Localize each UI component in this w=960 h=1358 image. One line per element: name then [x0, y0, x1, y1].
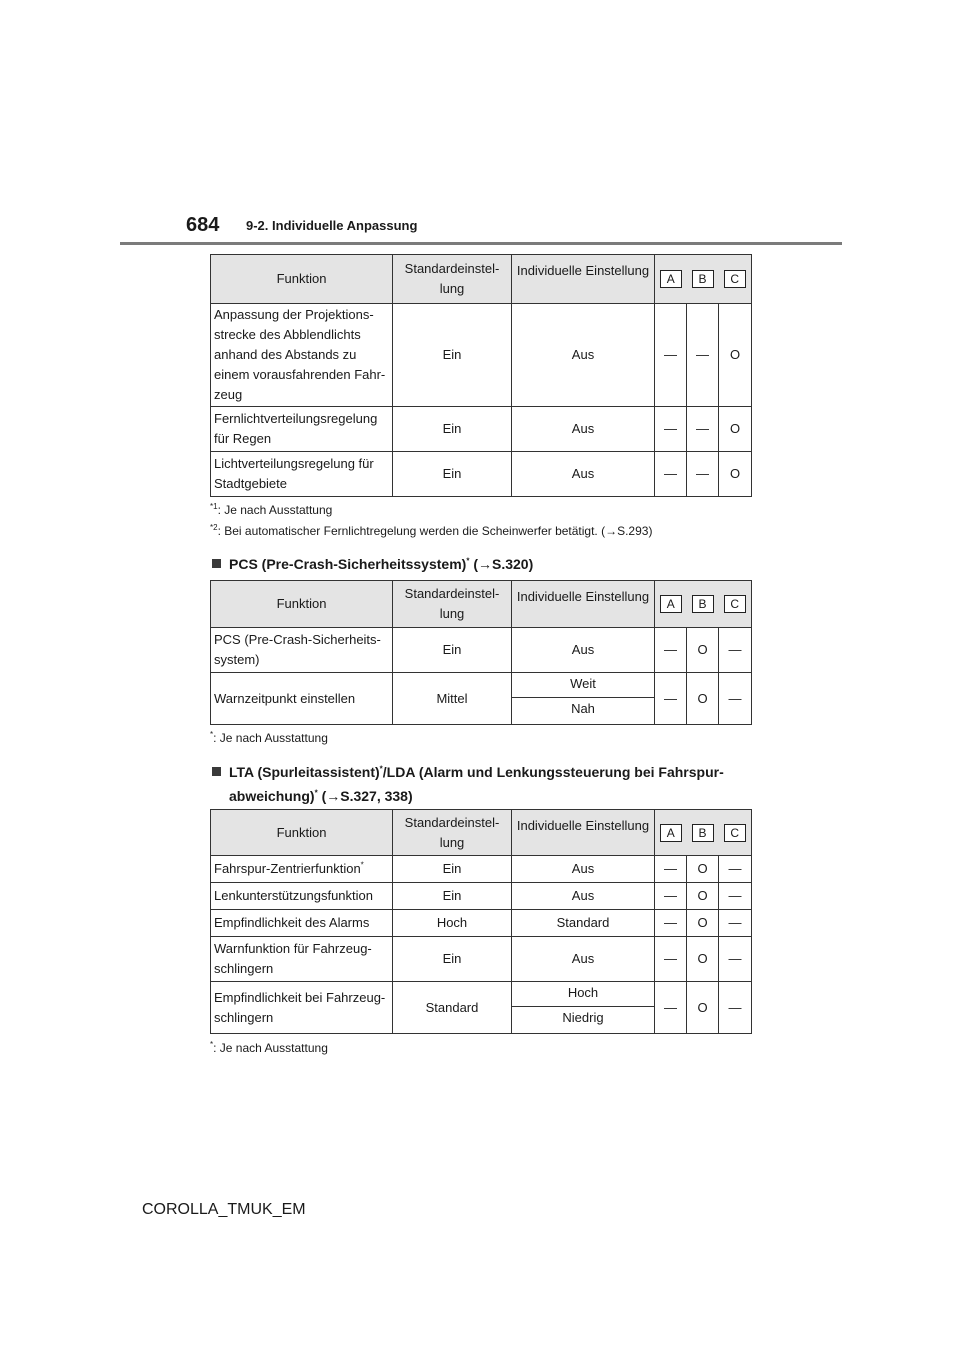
- mark-c: —: [719, 910, 752, 937]
- document-code: COROLLA_TMUK_EM: [142, 1201, 306, 1218]
- letter-b-box: B: [692, 824, 714, 842]
- letter-a-box: A: [660, 595, 682, 613]
- default-cell: Ein: [393, 407, 512, 452]
- mark-c: —: [719, 982, 752, 1034]
- col-header-c: [719, 810, 752, 856]
- mark-b: O: [687, 673, 719, 725]
- mark-a: —: [655, 407, 687, 452]
- col-header-funktion: Funktion: [211, 810, 393, 856]
- letter-c-box: C: [724, 595, 746, 613]
- function-cell: Empfindlichkeit des Alarms: [211, 910, 393, 937]
- footnote-2: $^{*2}$: Bei automatischer Fernlichtregelung werden die Scheinwerfer betätigt. (→S.293): [210, 523, 653, 538]
- col-header-default: Standardeinstel- lung: [393, 581, 512, 628]
- mark-c: —: [719, 883, 752, 910]
- mark-c: —: [719, 673, 752, 725]
- settings-table-lighting: [210, 254, 752, 497]
- mark-a: —: [655, 937, 687, 982]
- bullet-square-icon: [212, 767, 221, 776]
- default-cell: Ein: [393, 883, 512, 910]
- page-number: 684: [186, 214, 220, 236]
- letter-a-box: A: [660, 824, 682, 842]
- col-header-individual: Individuelle Einstellung: [512, 810, 655, 856]
- mark-a: —: [655, 856, 687, 883]
- letter-c-box: C: [724, 824, 746, 842]
- letter-b-box: B: [692, 595, 714, 613]
- default-cell: Ein: [393, 856, 512, 883]
- letter-b-box: B: [692, 270, 714, 288]
- footnote-1: $^{*1}$: Je nach Ausstattung: [210, 502, 333, 517]
- function-cell: PCS (Pre-Crash-Sicherheits- system): [211, 628, 393, 673]
- function-cell: Fernlichtverteilungsregelung für Regen: [211, 407, 393, 452]
- default-cell: Ein: [393, 937, 512, 982]
- table-row: [211, 856, 752, 883]
- col-header-a: [655, 255, 687, 304]
- letter-a-box: A: [660, 270, 682, 288]
- col-header-individual: Individuelle Einstellung: [512, 255, 655, 304]
- custom-option: Hoch: [567, 985, 599, 1000]
- mark-b: O: [687, 628, 719, 673]
- function-cell: Lenkunterstützungsfunktion: [211, 883, 393, 910]
- custom-cell: Standard: [512, 910, 655, 937]
- table-row: [211, 304, 752, 407]
- col-header-funktion: Funktion: [211, 255, 393, 304]
- custom-cell: Aus: [512, 452, 655, 497]
- mark-a: —: [655, 910, 687, 937]
- col-header-a: [655, 810, 687, 856]
- settings-table-pcs: [210, 580, 752, 725]
- mark-a: —: [655, 982, 687, 1034]
- custom-cell: Aus: [512, 628, 655, 673]
- col-header-a: [655, 581, 687, 628]
- custom-option: Weit: [570, 676, 596, 691]
- custom-option: Niedrig: [512, 1006, 654, 1033]
- col-header-b: [687, 810, 719, 856]
- default-cell: Ein: [393, 452, 512, 497]
- mark-a: —: [655, 452, 687, 497]
- custom-option: Nah: [512, 697, 654, 724]
- table-row: [211, 628, 752, 673]
- mark-c: O: [719, 407, 752, 452]
- table-row: [211, 883, 752, 910]
- mark-a: —: [655, 883, 687, 910]
- section-heading-pcs: PCS (Pre-Crash-Sicherheitssystem)* (→S.320): [212, 552, 533, 576]
- col-header-funktion: Funktion: [211, 581, 393, 628]
- table-row: [211, 452, 752, 497]
- mark-b: O: [687, 910, 719, 937]
- custom-cell: Aus: [512, 937, 655, 982]
- footnote-pcs: *: Je nach Ausstattung: [210, 730, 328, 745]
- mark-a: —: [655, 628, 687, 673]
- function-cell: Anpassung der Projektions- strecke des Abblendlichts anhand des Abstands zu einem vorausfahrenden Fahr- zeug: [211, 304, 393, 407]
- custom-cell: Aus: [512, 304, 655, 407]
- col-header-b: [687, 255, 719, 304]
- table-row: [211, 937, 752, 982]
- table-row: [211, 407, 752, 452]
- col-header-c: [719, 581, 752, 628]
- mark-c: O: [719, 452, 752, 497]
- section-title: 9-2. Individuelle Anpassung: [246, 218, 418, 233]
- col-header-c: [719, 255, 752, 304]
- function-cell: Warnzeitpunkt einstellen: [211, 673, 393, 725]
- col-header-individual: Individuelle Einstellung: [512, 581, 655, 628]
- default-cell: Standard: [393, 982, 512, 1034]
- table-row: [211, 910, 752, 937]
- letter-c-box: C: [724, 270, 746, 288]
- function-cell: Lichtverteilungsregelung für Stadtgebiete: [211, 452, 393, 497]
- col-header-default: Standardeinstel- lung: [393, 810, 512, 856]
- col-header-default: Standardeinstel- lung: [393, 255, 512, 304]
- mark-b: O: [687, 982, 719, 1034]
- header-rule: [120, 242, 842, 245]
- function-cell: Warnfunktion für Fahrzeug- schlingern: [211, 937, 393, 982]
- custom-options-cell: [512, 982, 655, 1034]
- bullet-square-icon: [212, 559, 221, 568]
- table-row: [211, 673, 752, 725]
- default-cell: Mittel: [393, 673, 512, 725]
- mark-c: —: [719, 937, 752, 982]
- mark-c: —: [719, 628, 752, 673]
- default-cell: Ein: [393, 628, 512, 673]
- footnote-lta: *: Je nach Ausstattung: [210, 1040, 328, 1055]
- mark-a: —: [655, 673, 687, 725]
- custom-cell: Aus: [512, 407, 655, 452]
- custom-cell: Aus: [512, 856, 655, 883]
- mark-b: O: [687, 883, 719, 910]
- col-header-b: [687, 581, 719, 628]
- mark-b: —: [687, 407, 719, 452]
- function-cell: Fahrspur-Zentrierfunktion*: [211, 856, 393, 883]
- mark-b: O: [687, 937, 719, 982]
- mark-a: —: [655, 304, 687, 407]
- mark-c: —: [719, 856, 752, 883]
- function-cell: Empfindlichkeit bei Fahrzeug- schlingern: [211, 982, 393, 1034]
- settings-table-lta: [210, 809, 752, 1034]
- default-cell: Ein: [393, 304, 512, 407]
- custom-options-cell: [512, 673, 655, 725]
- mark-c: O: [719, 304, 752, 407]
- custom-cell: Aus: [512, 883, 655, 910]
- mark-b: —: [687, 452, 719, 497]
- section-heading-lta: LTA (Spurleitassistent)*/LDA (Alarm und Lenkungssteuerung bei Fahrspur- abweichung)* (→S.327, 338): [212, 760, 724, 808]
- mark-b: O: [687, 856, 719, 883]
- default-cell: Hoch: [393, 910, 512, 937]
- mark-b: —: [687, 304, 719, 407]
- table-row: [211, 982, 752, 1034]
